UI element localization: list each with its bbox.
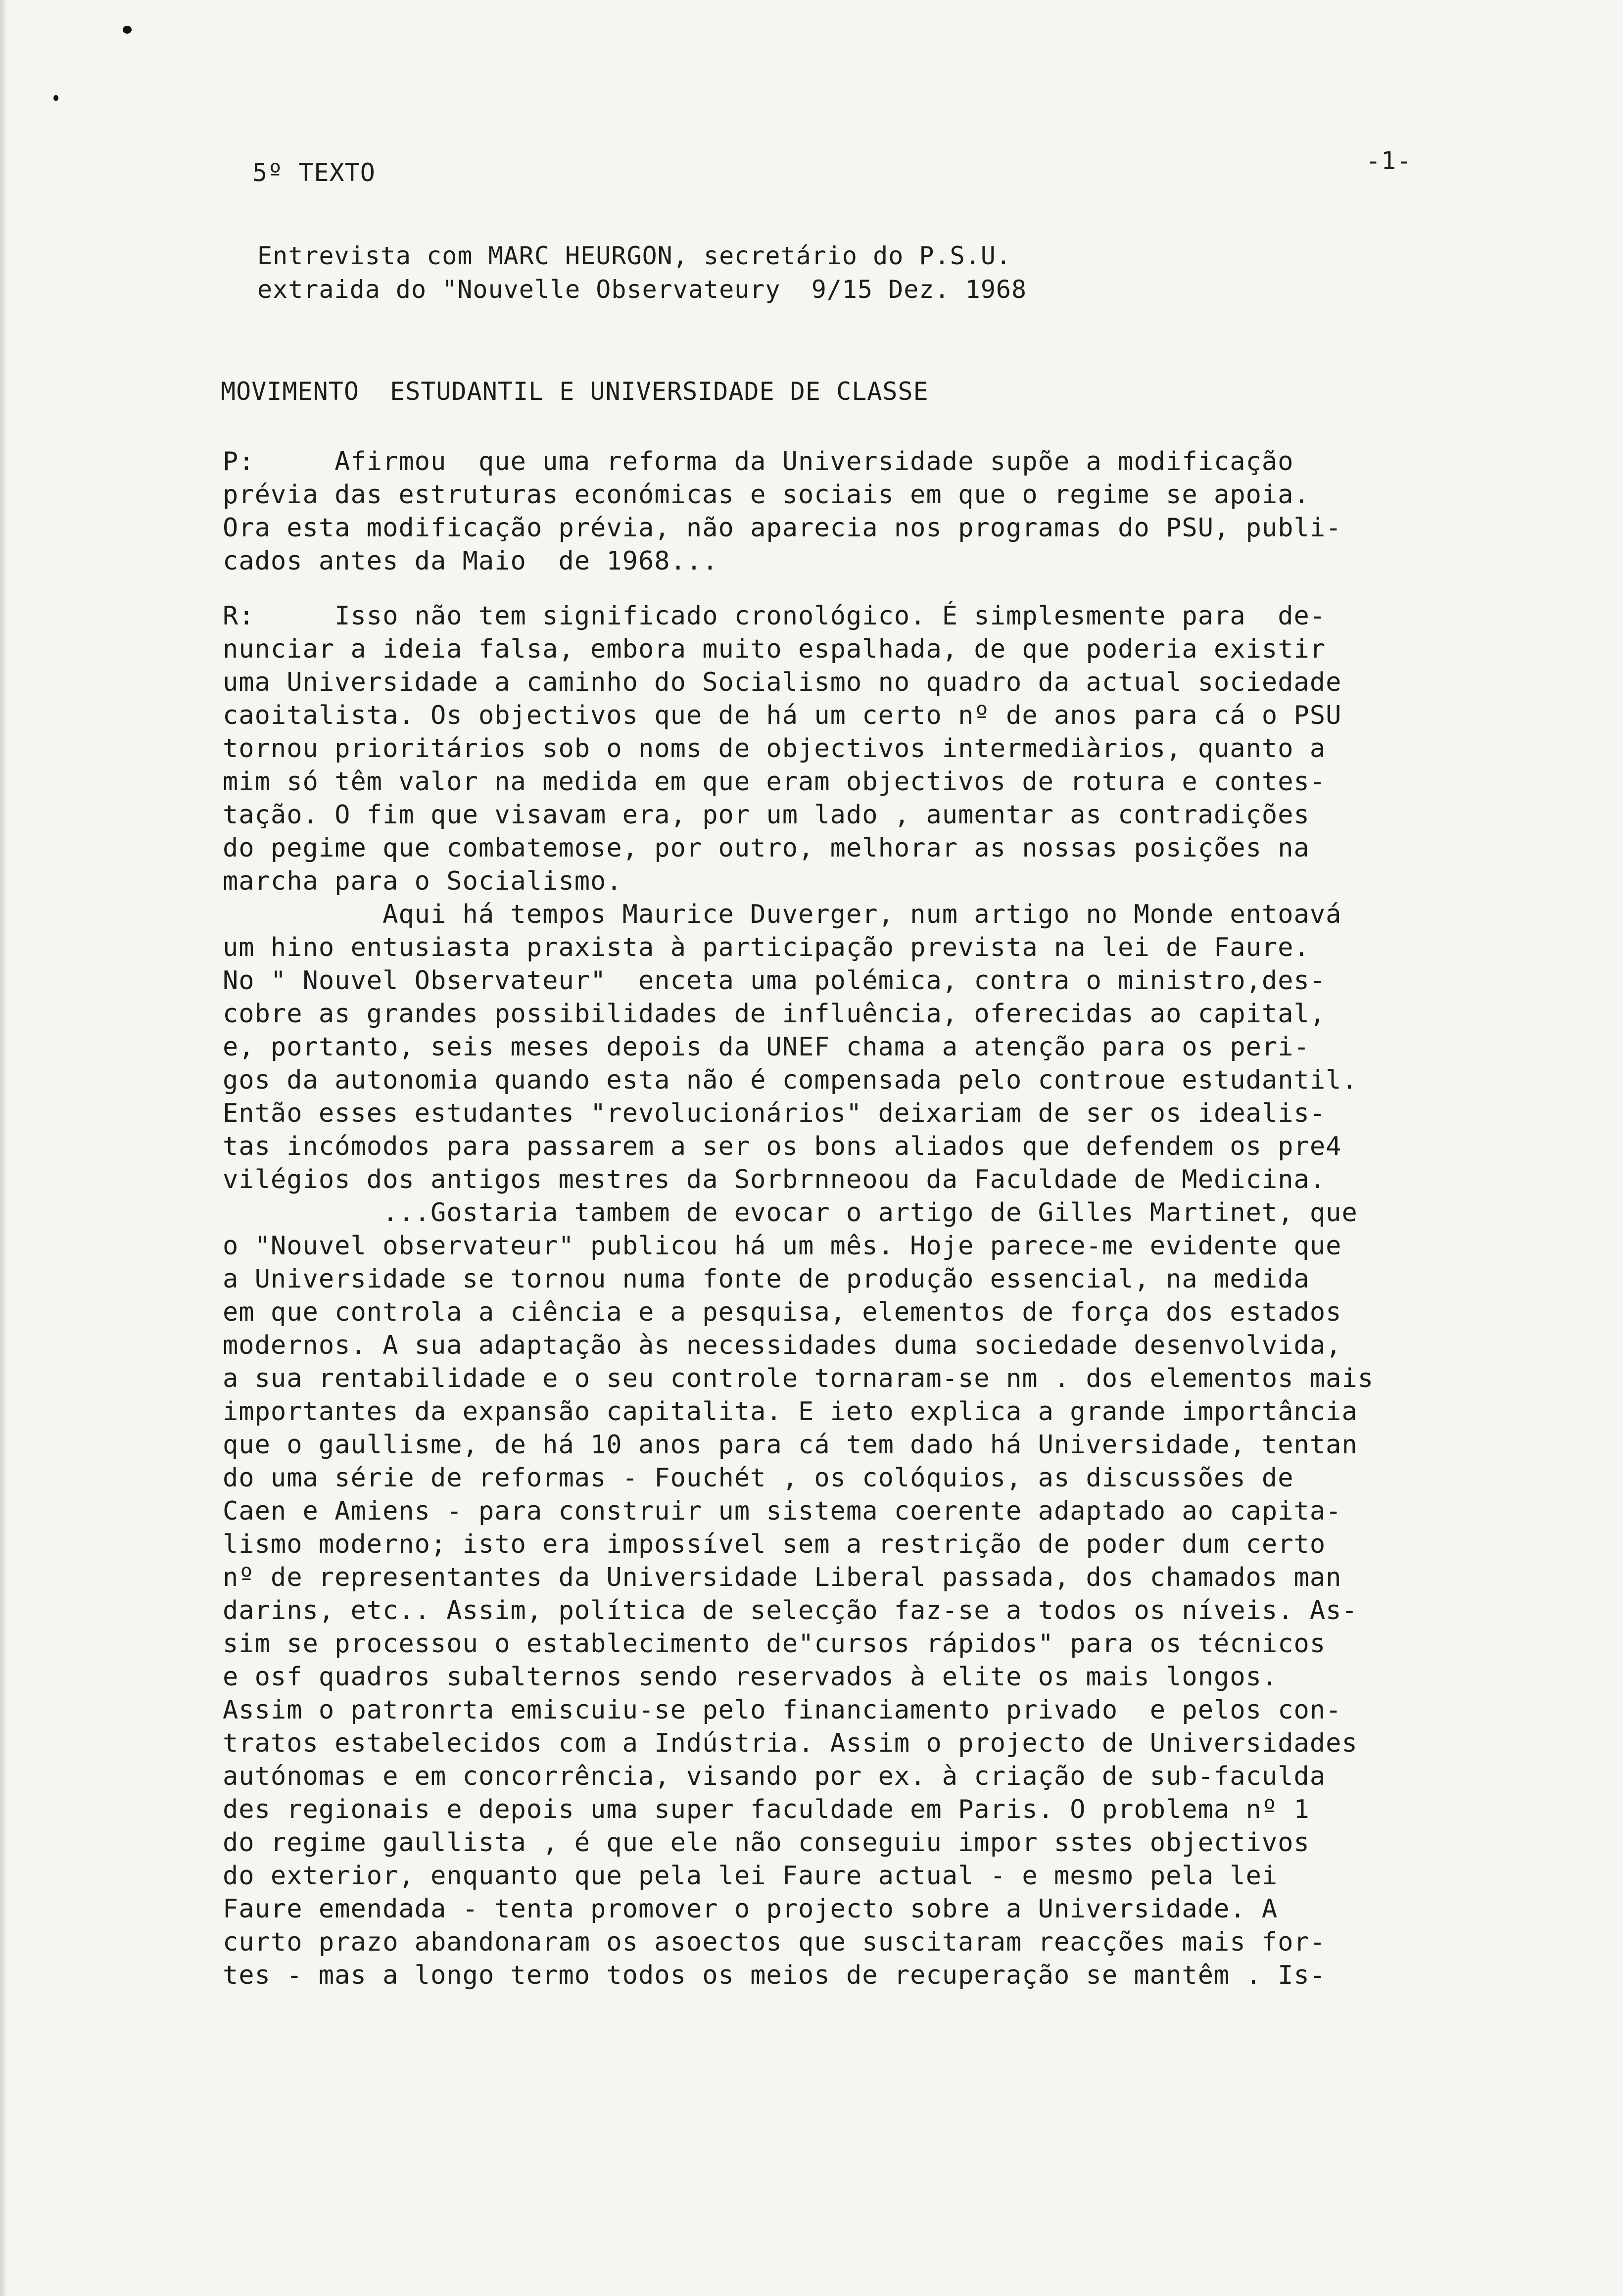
answer-line: Assim o patronrta emiscuiu-se pelo financiamento privado e pelos con- — [223, 1695, 1342, 1725]
section-title: MOVIMENTO ESTUDANTIL E UNIVERSIDADE DE CLASSE — [221, 377, 929, 406]
answer-line: mim só têm valor na medida em que eram objectivos de rotura e contes- — [223, 767, 1326, 797]
answer-line: uma Universidade a caminho do Socialismo no quadro da actual sociedade — [223, 668, 1342, 697]
question-line: P: Afirmou que uma reforma da Universidade supõe a modificação — [223, 447, 1294, 477]
scan-edge-shadow — [0, 0, 7, 2296]
answer-line: caoitalista. Os objectivos que de há um certo nº de anos para cá o PSU — [223, 701, 1342, 730]
answer-line: Caen e Amiens - para construir um sistema coerente adaptado ao capita- — [223, 1496, 1342, 1526]
answer-line: tratos estabelecidos com a Indústria. Assim o projecto de Universidades — [223, 1728, 1358, 1758]
answer-line: tes - mas a longo termo todos os meios de recuperação se mantêm . Is- — [223, 1961, 1326, 1990]
answer-line: No " Nouvel Observateur" enceta uma polémica, contra o ministro,des- — [223, 966, 1326, 996]
answer-line: e osf quadros subalternos sendo reservados à elite os mais longos. — [223, 1662, 1278, 1692]
answer-line: cobre as grandes possibilidades de influência, oferecidas ao capital, — [223, 999, 1326, 1029]
text-number-heading: 5º TEXTO — [252, 158, 376, 187]
answer-line: tação. O fim que visavam era, por um lado , aumentar as contradições — [223, 800, 1310, 830]
answer-line: importantes da expansão capitalita. E ieto explica a grande importância — [223, 1397, 1358, 1427]
answer-line: a sua rentabilidade e o seu controle tornaram-se nm . dos elementos mais — [223, 1364, 1374, 1393]
answer-line: marcha para o Socialismo. — [223, 866, 622, 896]
answer-line: em que controla a ciência e a pesquisa, elementos de força dos estados — [223, 1297, 1342, 1327]
scan-speck — [123, 26, 132, 34]
answer-line: gos da autonomia quando esta não é compensada pelo controue estudantil. — [223, 1065, 1358, 1095]
answer-line: sim se processou o establecimento de"cursos rápidos" para os técnicos — [223, 1629, 1326, 1659]
answer-line: o "Nouvel observateur" publicou há um mês. Hoje parece-me evidente que — [223, 1231, 1342, 1261]
question-line: prévia das estruturas económicas e sociais em que o regime se apoia. — [223, 480, 1310, 510]
scan-speck — [53, 95, 58, 101]
answer-line: tornou prioritários sob o noms de objectivos intermediàrios, quanto a — [223, 734, 1326, 764]
intro-line-1: Entrevista com MARC HEURGON, secretário do P.S.U. — [257, 241, 1012, 270]
answer-line: R: Isso não tem significado cronológico. É simplesmente para de- — [223, 601, 1326, 631]
question-line: Ora esta modificação prévia, não aparecia nos programas do PSU, publi- — [223, 513, 1342, 543]
answer-line: do pegime que combatemose, por outro, melhorar as nossas posições na — [223, 833, 1310, 863]
question-line: cados antes da Maio de 1968... — [223, 546, 718, 576]
answer-line: do regime gaullista , é que ele não conseguiu impor sstes objectivos — [223, 1828, 1310, 1858]
answer-line: curto prazo abandonaram os asoectos que suscitaram reacções mais for- — [223, 1927, 1326, 1957]
answer-line: do exterior, enquanto que pela lei Faure actual - e mesmo pela lei — [223, 1861, 1278, 1891]
answer-line: autónomas e em concorrência, visando por ex. à criação de sub-faculda — [223, 1762, 1326, 1791]
intro-line-2: extraida do "Nouvelle Observateury 9/15 Dez. 1968 — [257, 275, 1027, 304]
answer-line: Então esses estudantes "revolucionários" deixariam de ser os idealis- — [223, 1099, 1326, 1128]
answer-line: vilégios dos antigos mestres da Sorbrnneoou da Faculdade de Medicina. — [223, 1165, 1326, 1195]
answer-line: lismo moderno; isto era impossível sem a restrição de poder dum certo — [223, 1530, 1326, 1559]
body-text — [223, 445, 1539, 1992]
answer-line: e, portanto, seis meses depois da UNEF chama a atenção para os peri- — [223, 1032, 1310, 1062]
answer-line: ...Gostaria tambem de evocar o artigo de Gilles Martinet, que — [223, 1198, 1358, 1228]
answer-line: Aqui há tempos Maurice Duverger, num artigo no Monde entoavá — [223, 900, 1342, 929]
answer-line: darins, etc.. Assim, política de selecção faz-se a todos os níveis. As- — [223, 1596, 1358, 1626]
answer-line: do uma série de reformas - Fouchét , os colóquios, as discussões de — [223, 1463, 1294, 1493]
answer-line: Faure emendada - tenta promover o projecto sobre a Universidade. A — [223, 1894, 1278, 1924]
answer-line: um hino entusiasta praxista à participação prevista na lei de Faure. — [223, 933, 1310, 962]
answer-line: que o gaullisme, de há 10 anos para cá tem dado há Universidade, tentan — [223, 1430, 1358, 1460]
answer-line: modernos. A sua adaptação às necessidades duma sociedade desenvolvida, — [223, 1331, 1342, 1360]
page-number: -1- — [1366, 146, 1412, 175]
answer-line: nº de representantes da Universidade Liberal passada, dos chamados man — [223, 1563, 1342, 1592]
answer-line: nunciar a ideia falsa, embora muito espalhada, de que poderia existir — [223, 634, 1326, 664]
question-paragraph — [223, 445, 1539, 578]
answer-line: a Universidade se tornou numa fonte de produção essencial, na medida — [223, 1264, 1310, 1294]
answer-paragraph — [223, 600, 1539, 1992]
answer-line: des regionais e depois uma super faculdade em Paris. O problema nº 1 — [223, 1795, 1310, 1824]
answer-line: tas incómodos para passarem a ser os bons aliados que defendem os pre4 — [223, 1132, 1342, 1161]
